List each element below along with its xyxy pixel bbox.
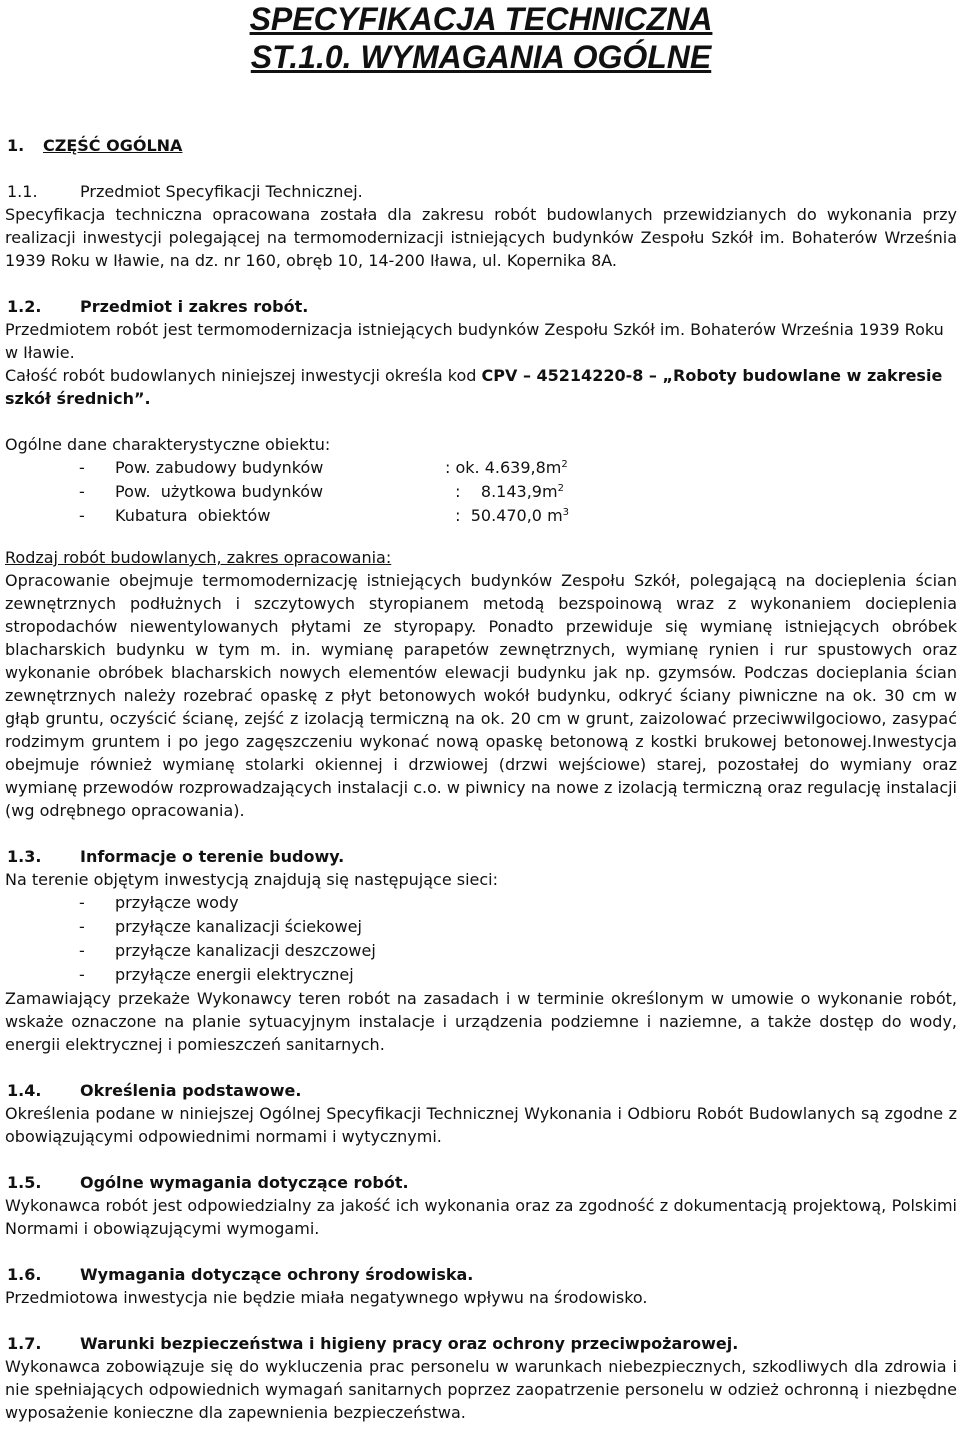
subsection-1-2-label: Przedmiot i zakres robót.: [80, 297, 309, 316]
list-item-label: przyłącze wody: [115, 893, 239, 912]
cpv-intro: Całość robót budowlanych niniejszej inwestycji określa kod: [5, 366, 482, 385]
general-data-heading: Ogólne dane charakterystyczne obiektu:: [5, 435, 331, 454]
subsection-1-5-text: Wykonawca robót jest odpowiedzialny za jakość ich wykonania oraz za zgodność z dokumentacją projektową, Polskimi Normami i obowiązującymi wymogami.: [5, 1196, 957, 1238]
subsection-1-3-text: Zamawiający przekaże Wykonawcy teren robót na zasadach i w terminie określonym w umowie o wykonanie robót, wskaże oznaczone na planie sytuacyjnym instalacje i urządzenia podziemne i naziemne, a także dostęp do wody, energii elektrycznej i pomieszczeń sanitarnych.: [5, 989, 957, 1054]
subsection-1-3-label: Informacje o terenie budowy.: [80, 847, 345, 866]
subsection-1-3-number: 1.3.: [7, 847, 42, 866]
spec-dash: -: [79, 458, 85, 477]
subsection-1-6-text: Przedmiotowa inwestycja nie będzie miała negatywnego wpływu na środowisko.: [5, 1288, 648, 1307]
subsection-1-7-label: Warunki bezpieczeństwa i higieny pracy oraz ochrony przeciwpożarowej.: [80, 1334, 739, 1353]
document-title-line2: ST.1.0. WYMAGANIA OGÓLNE: [250, 39, 712, 75]
subsection-1-7-number: 1.7.: [7, 1334, 42, 1353]
spec-label: Kubatura obiektów: [115, 506, 271, 525]
subsection-1-3-intro: Na terenie objętym inwestycją znajdują się następujące sieci:: [5, 870, 498, 889]
list-item-label: przyłącze kanalizacji deszczowej: [115, 941, 376, 960]
subsection-1-2-text2: [5, 364, 957, 410]
cpv-code: CPV – 45214220-8 – „Roboty budowlane w zakresie szkół średnich”.: [5, 366, 943, 408]
list-item: [5, 939, 957, 963]
subsection-1-1-text: Specyfikacja techniczna opracowana została dla zakresu robót budowlanych przewidzianych do wykonania przy realizacji inwestycji polegającej na termomodernizacji istniejących budynków Zespołu Szkół im. Bohaterów Września 1939 Roku w Iławie, na dz. nr 160, obręb 10, 14-200 Iława, ul. Kopernika 8A.: [5, 205, 957, 270]
scope-heading: Rodzaj robót budowlanych, zakres opracowania:: [5, 548, 392, 567]
section-1-label: CZĘŚĆ OGÓLNA: [43, 136, 183, 155]
subsection-1-4-text: Określenia podane w niniejszej Ogólnej Specyfikacji Technicznej Wykonania i Odbioru Robót Budowlanych są zgodne z obowiązującymi odpowiednimi normami i wytycznymi.: [5, 1104, 957, 1146]
spec-label: Pow. zabudowy budynków: [115, 458, 324, 477]
subsection-1-2-number: 1.2.: [7, 297, 42, 316]
list-item: [5, 891, 957, 915]
list-dash: -: [79, 965, 85, 984]
subsection-1-2-heading: [7, 295, 957, 318]
spec-value-text: : 8.143,9m: [445, 482, 558, 501]
list-dash: -: [79, 917, 85, 936]
spec-row: [5, 480, 957, 504]
subsection-1-4-label: Określenia podstawowe.: [80, 1081, 302, 1100]
subsection-1-3-heading: [7, 845, 957, 868]
subsection-1-5-label: Ogólne wymagania dotyczące robót.: [80, 1173, 409, 1192]
spec-dash: -: [79, 482, 85, 501]
spec-unit-exponent: 3: [562, 507, 570, 518]
subsection-1-1-heading: [7, 180, 957, 203]
list-item-label: przyłącze energii elektrycznej: [115, 965, 354, 984]
subsection-1-5-heading: [7, 1171, 957, 1194]
subsection-1-1-label: Przedmiot Specyfikacji Technicznej.: [80, 182, 363, 201]
spec-row: [5, 504, 957, 528]
subsection-1-4-number: 1.4.: [7, 1081, 42, 1100]
subsection-1-7-text: Wykonawca zobowiązuje się do wykluczenia prac personelu w warunkach niebezpiecznych, szkodliwych dla zdrowia i nie spełniających odpowiednich wymagań sanitarnych poprzez zaopatrzenie personelu w odzież ochronną i niezbędne wyposażenie konieczne dla zapewnienia bezpieczeństwa.: [5, 1357, 957, 1422]
subsection-1-5-number: 1.5.: [7, 1173, 42, 1192]
spec-dash: -: [79, 506, 85, 525]
spec-row: [5, 456, 957, 480]
subsection-1-6-number: 1.6.: [7, 1265, 42, 1284]
list-dash: -: [79, 941, 85, 960]
subsection-1-1-number: 1.1.: [7, 182, 38, 201]
spec-unit-exponent: 2: [557, 483, 564, 494]
spec-value-text: : ok. 4.639,8m: [445, 458, 562, 477]
spec-value: [445, 480, 564, 503]
list-item: [5, 915, 957, 939]
spec-value-text: : 50.470,0 m: [445, 506, 563, 525]
spec-value: [445, 504, 569, 527]
document-title-line1: SPECYFIKACJA TECHNICZNA: [249, 1, 713, 37]
spec-unit-exponent: 2: [561, 459, 568, 470]
subsection-1-6-label: Wymagania dotyczące ochrony środowiska.: [80, 1265, 474, 1284]
subsection-1-6-heading: [7, 1263, 957, 1286]
document-page: [5, 0, 957, 1424]
subsection-1-4-heading: [7, 1079, 957, 1102]
subsection-1-2-text1: Przedmiotem robót jest termomodernizacja istniejących budynków Zespołu Szkół im. Bohaterów Września 1939 Roku w Iławie.: [5, 320, 944, 362]
section-1-heading: [7, 134, 957, 157]
scope-text: Opracowanie obejmuje termomodernizację istniejących budynków Zespołu Szkół, polegającą na docieplenia ścian zewnętrznych podłużnych i szczytowych styropianem metodą bezspoinową wraz z wykonaniem docieplenia stropodachów niewentylowanych płytami ze styropapy. Ponadto przewiduje się wymianę istniejących obróbek blacharskich budynku w tym m. in. wymianę parapetów zewnętrznych, wymianę rynien i rur spustowych oraz wykonanie obróbek blacharskich nowych elementów elewacji budynku jak np. gzymsów. Podczas docieplania ścian zewnętrznych należy rozebrać opaskę z płyt betonowych wokół budynku, odkryć ściany piwniczne na ok. 30 cm w głąb gruntu, oczyścić ścianę, zejść z izolacją termiczną na ok. 20 cm w grunt, zaizolować przeciwwilgociowo, zasypać rodzimym gruntem i po jego zagęszczeniu wykonać nową opaskę betonową z kostki brukowej betonowej.Inwestycja obejmuje również wymianę stolarki okiennej i drzwiowej (drzwi wejściowe) starej, pozostałej do wymiany oraz wymianę przewodów rozprowadzających instalacji c.o. w piwnicy na nowe z izolacją termiczną oraz regulację instalacji (wg odrębnego opracowania).: [5, 571, 957, 820]
list-item: [5, 963, 957, 987]
subsection-1-7-heading: [7, 1332, 957, 1355]
list-item-label: przyłącze kanalizacji ściekowej: [115, 917, 362, 936]
spec-label: Pow. użytkowa budynków: [115, 482, 324, 501]
spec-value: [445, 456, 568, 479]
list-dash: -: [79, 893, 85, 912]
section-1-number: 1.: [7, 136, 25, 155]
